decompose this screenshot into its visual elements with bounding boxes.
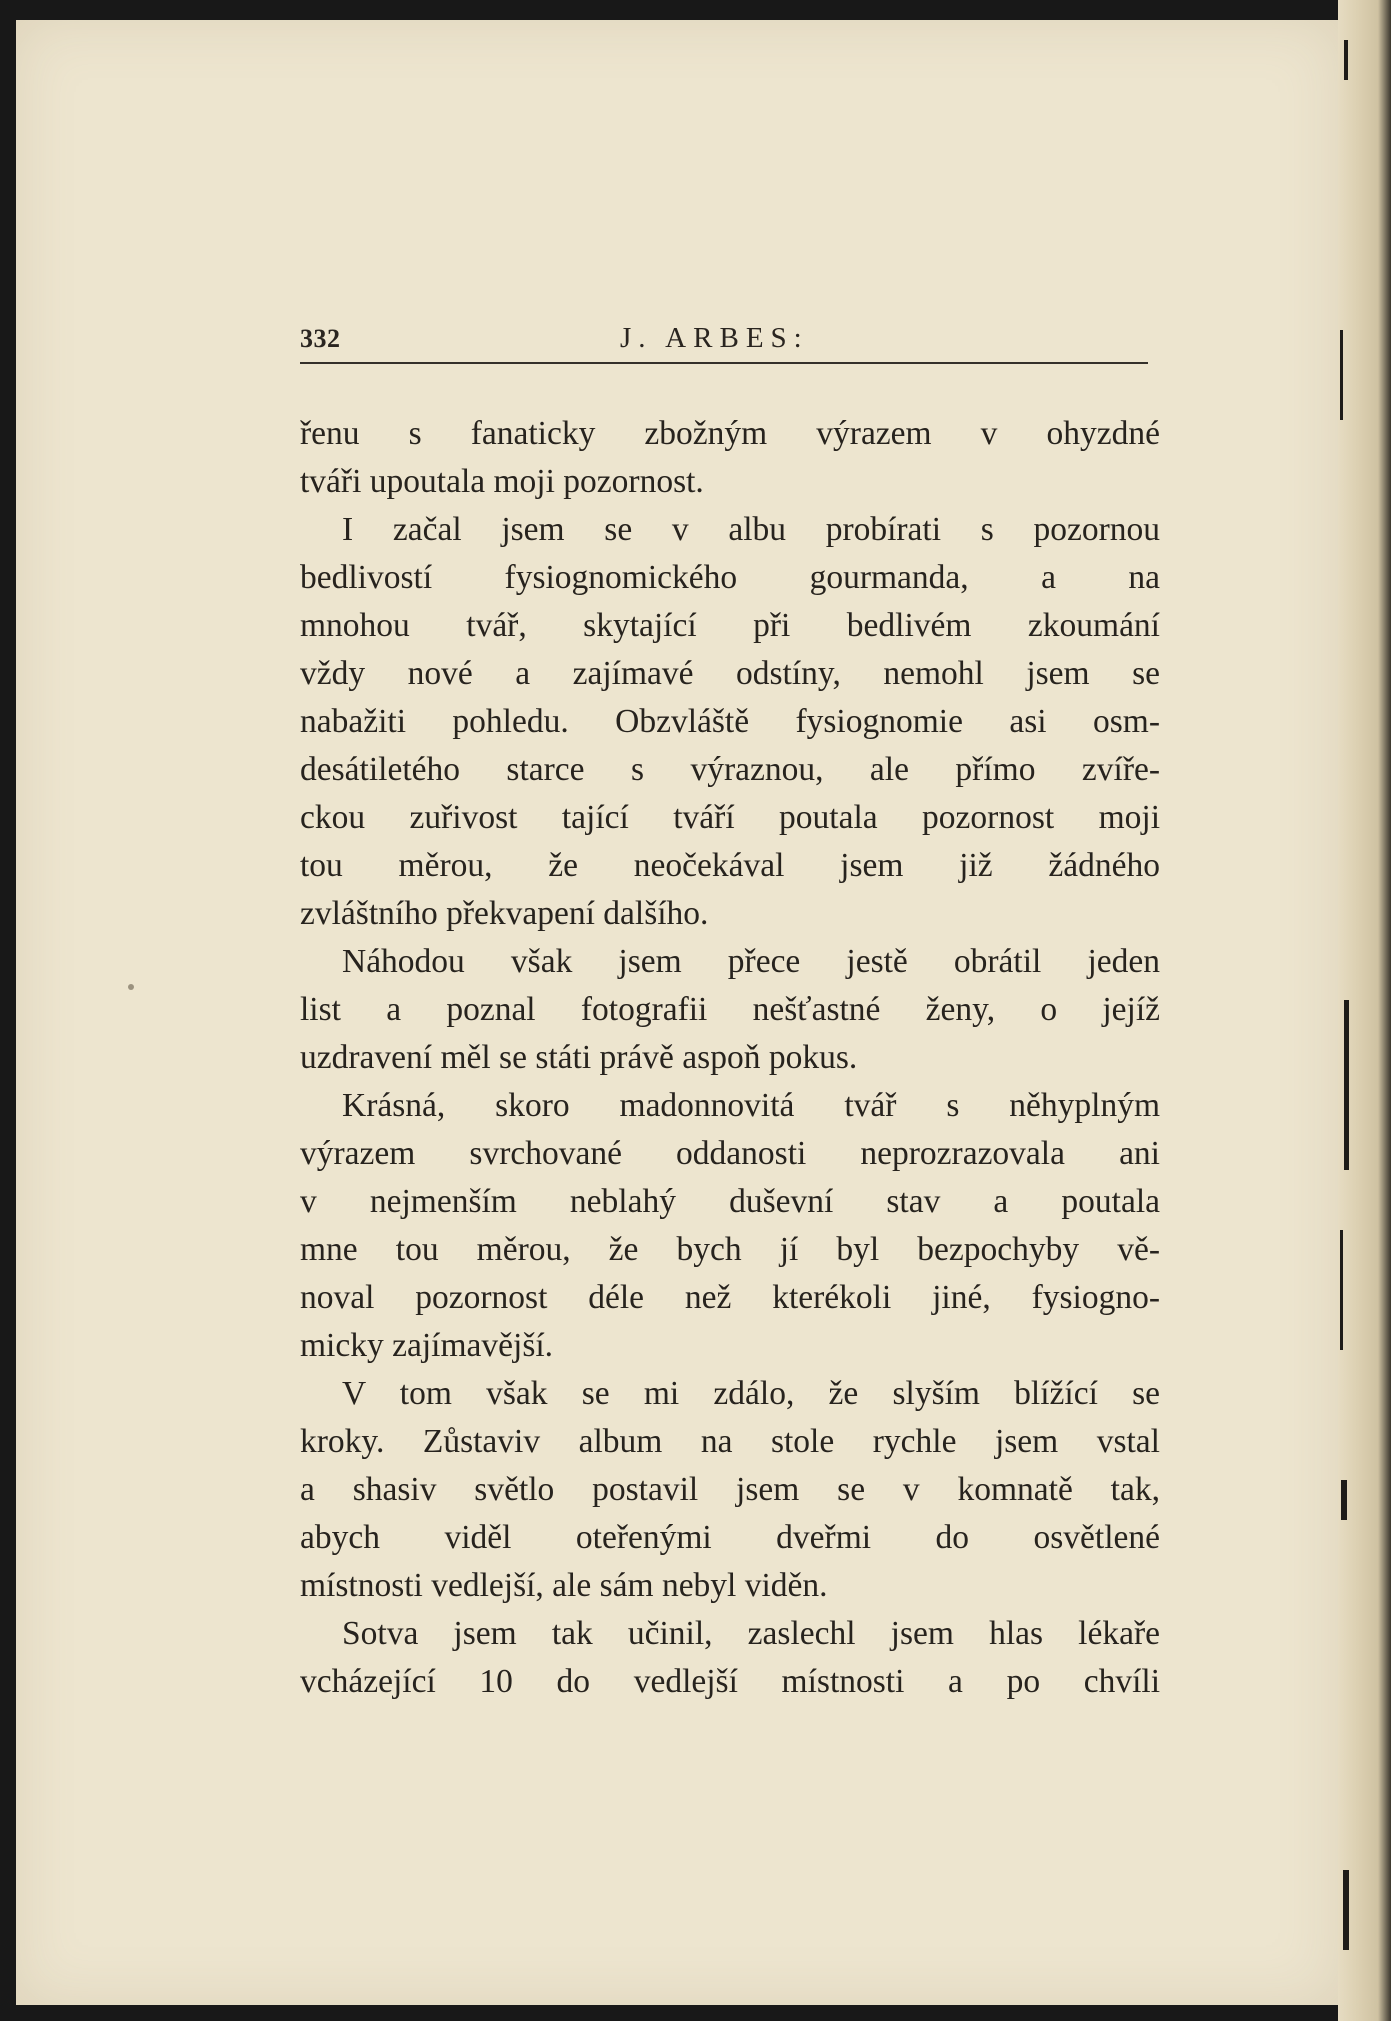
text-line: abych viděl oteřenými dveřmi do osvětlené [300,1519,1160,1556]
edge-mark [1340,1230,1343,1350]
text-line: a shasiv světlo postavil jsem se v komnatě tak, [300,1471,1160,1508]
text-line: uzdravení měl se státi právě aspoň pokus. [300,1039,858,1076]
text-line: noval pozornost déle než kterékoli jiné, fysiogno- [300,1279,1160,1316]
edge-mark [1344,40,1348,80]
text-line: list a poznal fotografii nešťastné ženy, o jejíž [300,991,1160,1028]
edge-mark [1341,1480,1347,1520]
text-line: v nejmenším neblahý duševní stav a poutala [300,1183,1160,1220]
text-line: tváři upoutala moji pozornost. [300,463,704,500]
text-line: Náhodou však jsem přece jestě obrátil jeden [342,943,1160,980]
text-line: micky zajímavější. [300,1327,554,1364]
header-author: J. ARBES: [620,322,809,354]
paragraph [300,410,1160,506]
text-line: kroky. Zůstaviv album na stole rychle jsem vstal [300,1423,1160,1460]
body-text [300,410,1160,1706]
paragraph [300,1370,1160,1610]
page-number: 332 [300,324,341,353]
text-line: Krásná, skoro madonnovitá tvář s něhyplným [342,1087,1160,1124]
text-line: V tom však se mi zdálo, že slyším blížící se [342,1375,1160,1412]
text-line: vcházející 10 do vedlejší místnosti a po chvíli [300,1663,1160,1700]
text-line: mnohou tvář, skytající při bedlivém zkoumání [300,607,1160,644]
text-line: zvláštního překvapení dalšího. [300,895,709,932]
text-line: vždy nové a zajímavé odstíny, nemohl jsem se [300,655,1160,692]
text-line: Sotva jsem tak učinil, zaslechl jsem hlas lékaře [342,1615,1160,1652]
text-line: ckou zuřivost tající tváří poutala pozornost moji [300,799,1160,836]
edge-mark [1344,1000,1349,1170]
paper-speck [128,984,134,990]
text-line: místnosti vedlejší, ale sám nebyl viděn. [300,1567,828,1604]
text-line: výrazem svrchované oddanosti neprozrazovala ani [300,1135,1160,1172]
text-line: mne tou měrou, že bych jí byl bezpochyby vě- [300,1231,1160,1268]
text-line: tou měrou, že neočekával jsem již žádného [300,847,1160,884]
paragraph [300,1610,1160,1706]
header-rule [300,362,1148,364]
text-line: I začal jsem se v albu probírati s pozornou [342,511,1160,548]
adjacent-page-edge [1338,0,1391,2021]
edge-mark [1343,1870,1349,1950]
text-line: bedlivostí fysiognomického gourmanda, a na [300,559,1160,596]
paragraph [300,1082,1160,1370]
edge-mark [1340,330,1343,420]
text-line: desátiletého starce s výraznou, ale přímo zvíře- [300,751,1160,788]
paragraph [300,938,1160,1082]
running-head [300,320,1148,362]
text-line: řenu s fanaticky zbožným výrazem v ohyzdné [300,415,1160,452]
paragraph [300,506,1160,938]
text-line: nabažiti pohledu. Obzvláště fysiognomie asi osm- [300,703,1160,740]
